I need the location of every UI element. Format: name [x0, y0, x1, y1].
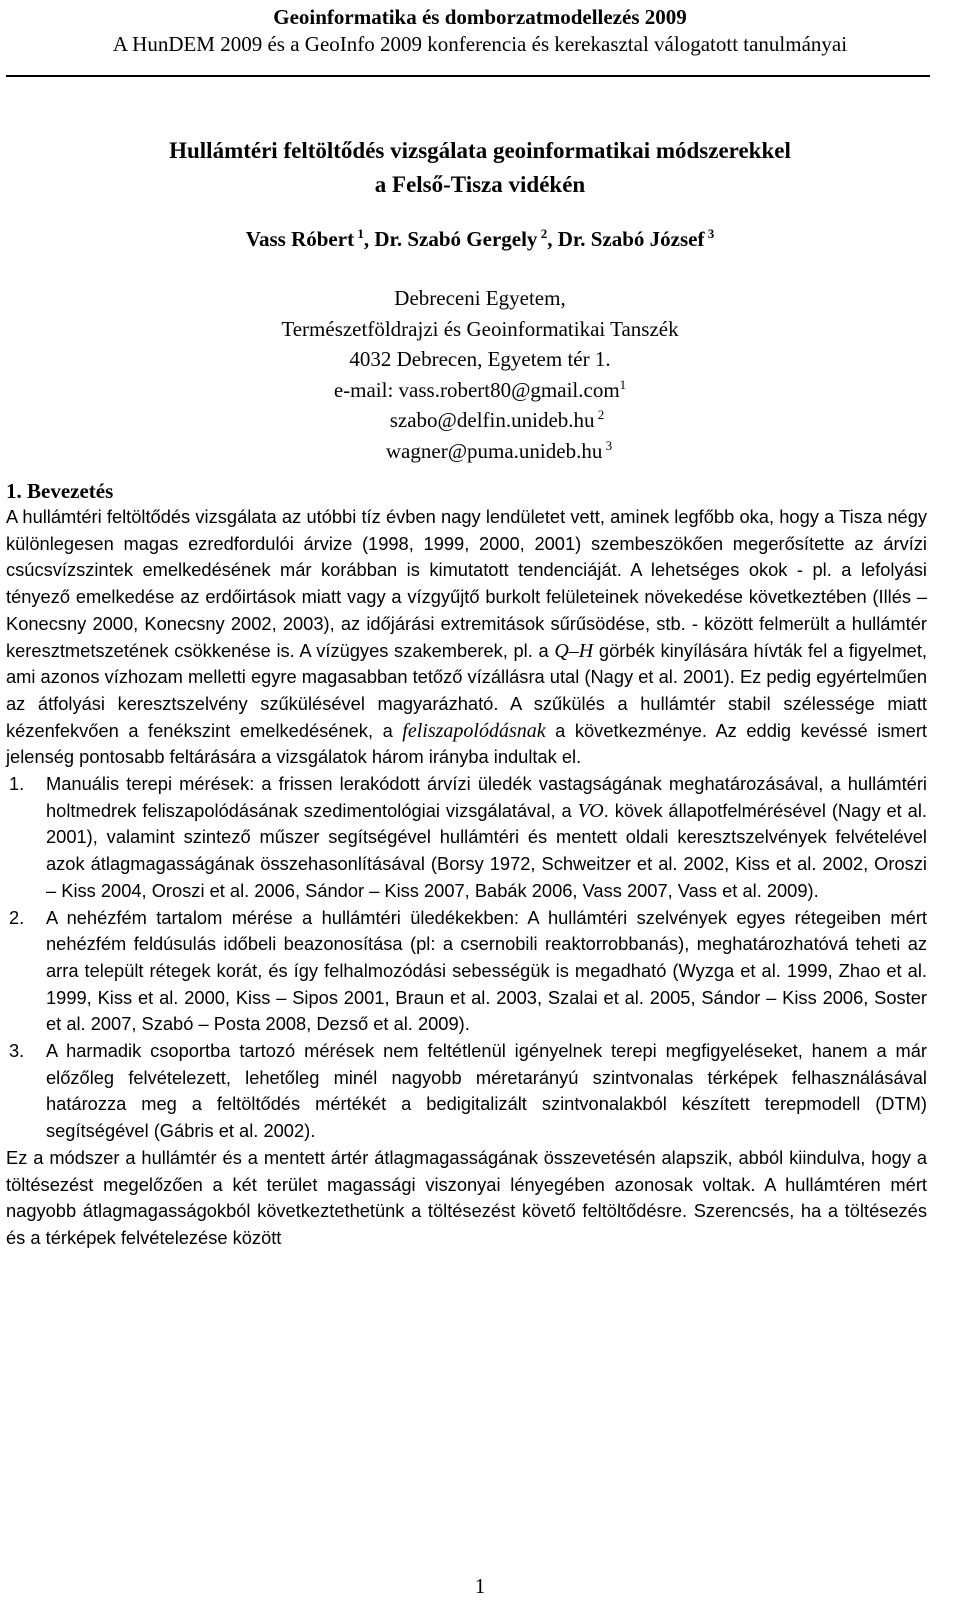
header-rule — [6, 75, 930, 77]
list-item-vo-term: VO — [577, 799, 604, 822]
intro-paragraph — [6, 504, 927, 771]
list-item-text: A harmadik csoportba tartozó mérések nem feltétlenül igényelnek terepi megfigyeléseket, hanem a már előzőleg felvételezett, lehetőleg minél nagyobb méretarányú szintvonalas térképek felhasználásával határozza meg a feltöltődés mértékét a bedigitalizált szintvonalakból készített terepmodell (DTM) segítségével (Gábris et al. 2002). — [46, 1040, 927, 1142]
running-head-title: Geoinformatika és domborzatmodellezés 2009 — [273, 5, 687, 29]
intro-text-a: A hullámtéri feltöltődés vizsgálata az utóbbi tíz évben nagy lendületet vett, aminek legfőbb oka, hogy a Tisza négy különlegesen magas ezredfordulói árvize (1998, 1999, 2000, 2001) szembeszökően megerősítette az árvízi csúcsvízszintek emelkedésének már korábban is kimutatott tendenciáját. A lehetséges okok - pl. a lefolyási tényező emelkedése az erdőirtások miatt vagy a vízgyűjtő burkolt felületeinek növekedése következtében (Illés – Konecsny 2000, Konecsny 2002, 2003), az időjárási extremitások sűrűsödése, stb. - között felmerült a hullámtér keresztmetszetének csökkenése is. A vízügyes szakemberek, pl. a — [6, 506, 927, 661]
paper-title — [0, 134, 960, 202]
running-head — [0, 4, 960, 58]
author-mark: 1 — [357, 226, 364, 241]
affiliation — [0, 283, 960, 466]
paper-title-line-1: Hullámtéri feltöltődés vizsgálata geoinformatikai módszerekkel — [169, 138, 791, 163]
email-1-text: e-mail: vass.robert80@gmail.com — [333, 377, 620, 402]
intro-text-c: a következménye. Az eddig kevéssé ismert jelenség pontosabb feltárására a vizsgálatok három irányba indultak el. — [6, 719, 927, 768]
email-3-mark: 3 — [605, 437, 613, 453]
list-item-number: 2. — [9, 906, 25, 928]
author-name: Vass Róbert — [245, 227, 355, 251]
affiliation-address: 4032 Debrecen, Egyetem tér 1. — [349, 347, 611, 371]
author-name: Dr. Szabó József — [557, 227, 705, 251]
page-number: 1 — [474, 1574, 486, 1598]
intro-text-b: görbék kinyílására hívták fel a figyelmet, ami azonos vízhozam melletti egyre magasabban tetőző vízállásra utal (Nagy et al. 2001). Ez pedig egyértelműen az átfolyási keresztszelvény szűkülésével magyarázható. A szűkülés a hullámtér stabil szélessége miatt kézenfekvően a fenékszint emelkedésének, a — [6, 639, 928, 741]
author-name: Dr. Szabó Gergely — [374, 227, 538, 251]
list-item-text: A nehézfém tartalom mérése a hullámtéri üledékekben: A hullámtéri szelvények egyes rétegeiben mért nehézfém feldúsulás időbeli beazonosítása (pl: a csernobili reaktorrobbanás), meghatározhatóvá teheti az arra települt rétegek korát, és így felhalmozódási sebességük is megadható (Wyzga et al. 1999, Zhao et al. 1999, Kiss et al. 2000, Kiss – Sipos 2001, Braun et al. 2003, Szalai et al. 2005, Sándor – Kiss 2006, Soster et al. 2007, Szabó – Posta 2008, Dezső et al. 2009). — [46, 906, 927, 1035]
author-mark: 3 — [707, 226, 715, 241]
affiliation-email-3 — [0, 436, 960, 467]
section-heading: 1. Bevezetés — [6, 479, 114, 503]
list-item-number: 3. — [9, 1040, 25, 1062]
list-item — [6, 905, 927, 1039]
closing-paragraph: Ez a módszer a hullámtér és a mentett ártér átlagmagasságának összevetésén alapszik, abból kiindulva, hogy a töltésezést megelőzően a két terület magassági viszonyai lényegében azonosak voltak. A hullámtéren mért nagyobb átlagmagasságokból következtethetünk a töltésezést követő feltöltődésre. Szerencsés, ha a töltésezés és a térképek felvételezése között — [6, 1146, 927, 1248]
affiliation-email-2 — [0, 405, 960, 436]
email-1-mark: 1 — [619, 376, 627, 392]
paper-title-line-2: a Felső-Tisza vidékén — [374, 172, 586, 197]
section-introduction — [6, 478, 927, 1252]
intro-feliszapolodas-term: feliszapolódásnak — [402, 719, 546, 742]
list-item-number: 1. — [9, 773, 25, 795]
list-item-text: Manuális terepi mérések: a frissen lerakódott árvízi üledék vastagságának meghatározásával, a hullámtéri holtmedrek feliszapolódásának szedimentológiai vizsgálatával, a — [46, 773, 927, 821]
intro-qh-term: Q–H — [554, 639, 594, 662]
email-2-text: szabo@delfin.unideb.hu — [389, 408, 595, 432]
affiliation-university: Debreceni Egyetem, — [394, 286, 566, 310]
author-mark: 2 — [540, 226, 548, 241]
email-2-mark: 2 — [597, 407, 605, 422]
running-head-subtitle: A HunDEM 2009 és a GeoInfo 2009 konferencia és kerekasztal válogatott tanulmányai — [112, 32, 848, 56]
list-item-text-continued: . kövek állapotfelmérésével (Nagy et al. 2001), valamint szintező műszer segítségével hullámtéri és mentett oldali keresztszelvények felvételével azok átlagmagasságának összehasonlításával (Borsy 1972, Schweitzer et al. 2002, Kiss et al. 2002, Oroszi – Kiss 2004, Oroszi et al. 2006, Sándor – Kiss 2007, Babák 2006, Vass 2007, Vass et al. 2009). — [46, 799, 927, 901]
email-3-text: wagner@puma.unideb.hu — [385, 438, 603, 463]
author-list: Vass Róbert $^1$, Dr. Szabó Gergely $^2$, Dr. Szabó József $^3$ — [245, 226, 715, 251]
list-item — [6, 771, 927, 905]
affiliation-department: Természetföldrajzi és Geoinformatikai Tanszék — [281, 316, 679, 341]
list-item — [6, 1038, 927, 1145]
affiliation-email-1 — [0, 375, 960, 406]
